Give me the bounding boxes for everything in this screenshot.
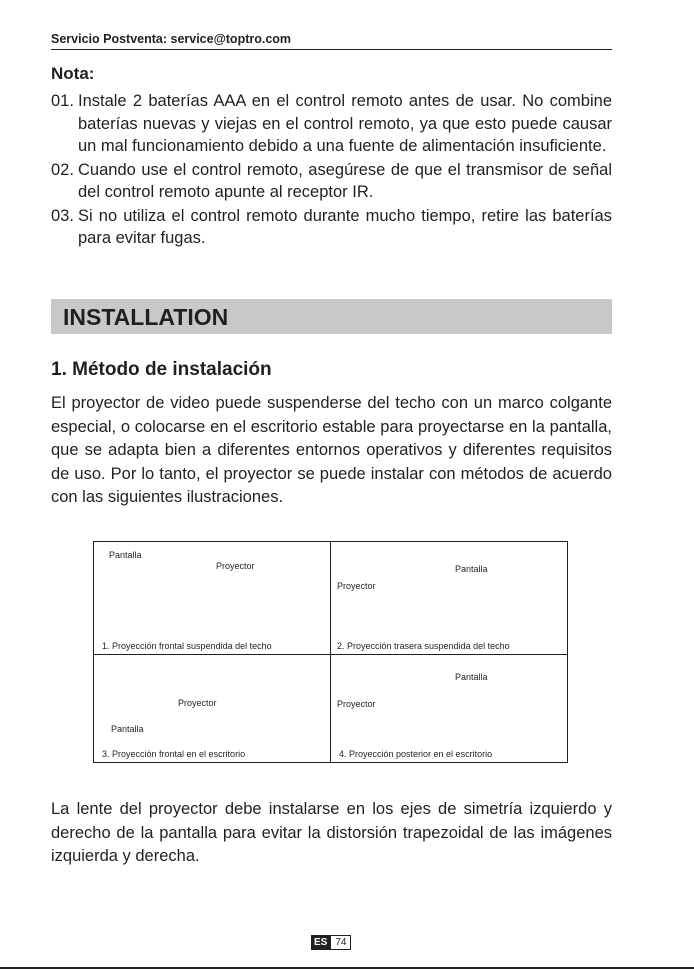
cell1-screen-label: Pantalla (109, 550, 142, 560)
cell2-screen-label: Pantalla (455, 564, 488, 574)
section-banner (51, 299, 612, 334)
cell4-projector-label: Proyector (337, 699, 376, 709)
section-title: 1. Método de instalación (51, 359, 272, 380)
cell2-caption: 2. Proyección trasera suspendida del techo (337, 641, 510, 651)
page-header: Servicio Postventa: service@toptro.com (51, 32, 612, 50)
note-item (51, 205, 612, 250)
note-item (51, 159, 612, 204)
figure-divider-horizontal (94, 654, 567, 655)
cell1-caption: 1. Proyección frontal suspendida del techo (102, 641, 272, 651)
installation-figure (93, 541, 568, 763)
page-number-badge (311, 935, 351, 950)
note-text: Si no utiliza el control remoto durante mucho tiempo, retire las baterías para evitar fugas. (78, 206, 612, 247)
note-number: 01. (51, 92, 74, 110)
banner-title: INSTALLATION (63, 304, 229, 330)
page-number: 74 (330, 935, 351, 950)
footer-rule (0, 967, 694, 969)
cell4-caption: 4. Proyección posterior en el escritorio (339, 749, 493, 759)
note-text: Cuando use el control remoto, asegúrese de que el transmisor de señal del control remoto apunte al receptor IR. (78, 160, 612, 201)
note-text: Instale 2 baterías AAA en el control remoto antes de usar. No combine baterías nuevas y viejas en el control remoto, ya que esto puede causar un mal funcionamiento debido a una fuente de alimentación insuficiente. (78, 92, 612, 155)
lens-paragraph: La lente del proyector debe instalarse en los ejes de simetría izquierdo y derecho de la pantalla para evitar la distorsión trapezoidal de las imágenes izquierda y derecha. (51, 800, 612, 865)
cell1-projector-label: Proyector (216, 561, 255, 571)
intro-paragraph: El proyector de video puede suspenderse del techo con un marco colgante especial, o colocarse en el escritorio estable para proyectarse en la pantalla, que se adapta bien a diferentes entornos operativos y diferentes requisitos de uso. Por lo tanto, el proyector se puede instalar con métodos de acuerdo con las siguientes ilustraciones. (51, 394, 612, 506)
language-code: ES (311, 935, 330, 950)
cell4-screen-label: Pantalla (455, 672, 488, 682)
cell2-projector-label: Proyector (337, 581, 376, 591)
note-heading: Nota: (51, 64, 95, 83)
cell3-screen-label: Pantalla (111, 724, 144, 734)
cell3-projector-label: Proyector (178, 698, 217, 708)
note-number: 03. (51, 206, 74, 225)
note-number: 02. (51, 160, 74, 179)
note-item (51, 90, 612, 158)
figure-divider-vertical (330, 542, 331, 762)
notes-list (51, 90, 612, 251)
cell3-caption: 3. Proyección frontal en el escritorio (102, 749, 246, 759)
